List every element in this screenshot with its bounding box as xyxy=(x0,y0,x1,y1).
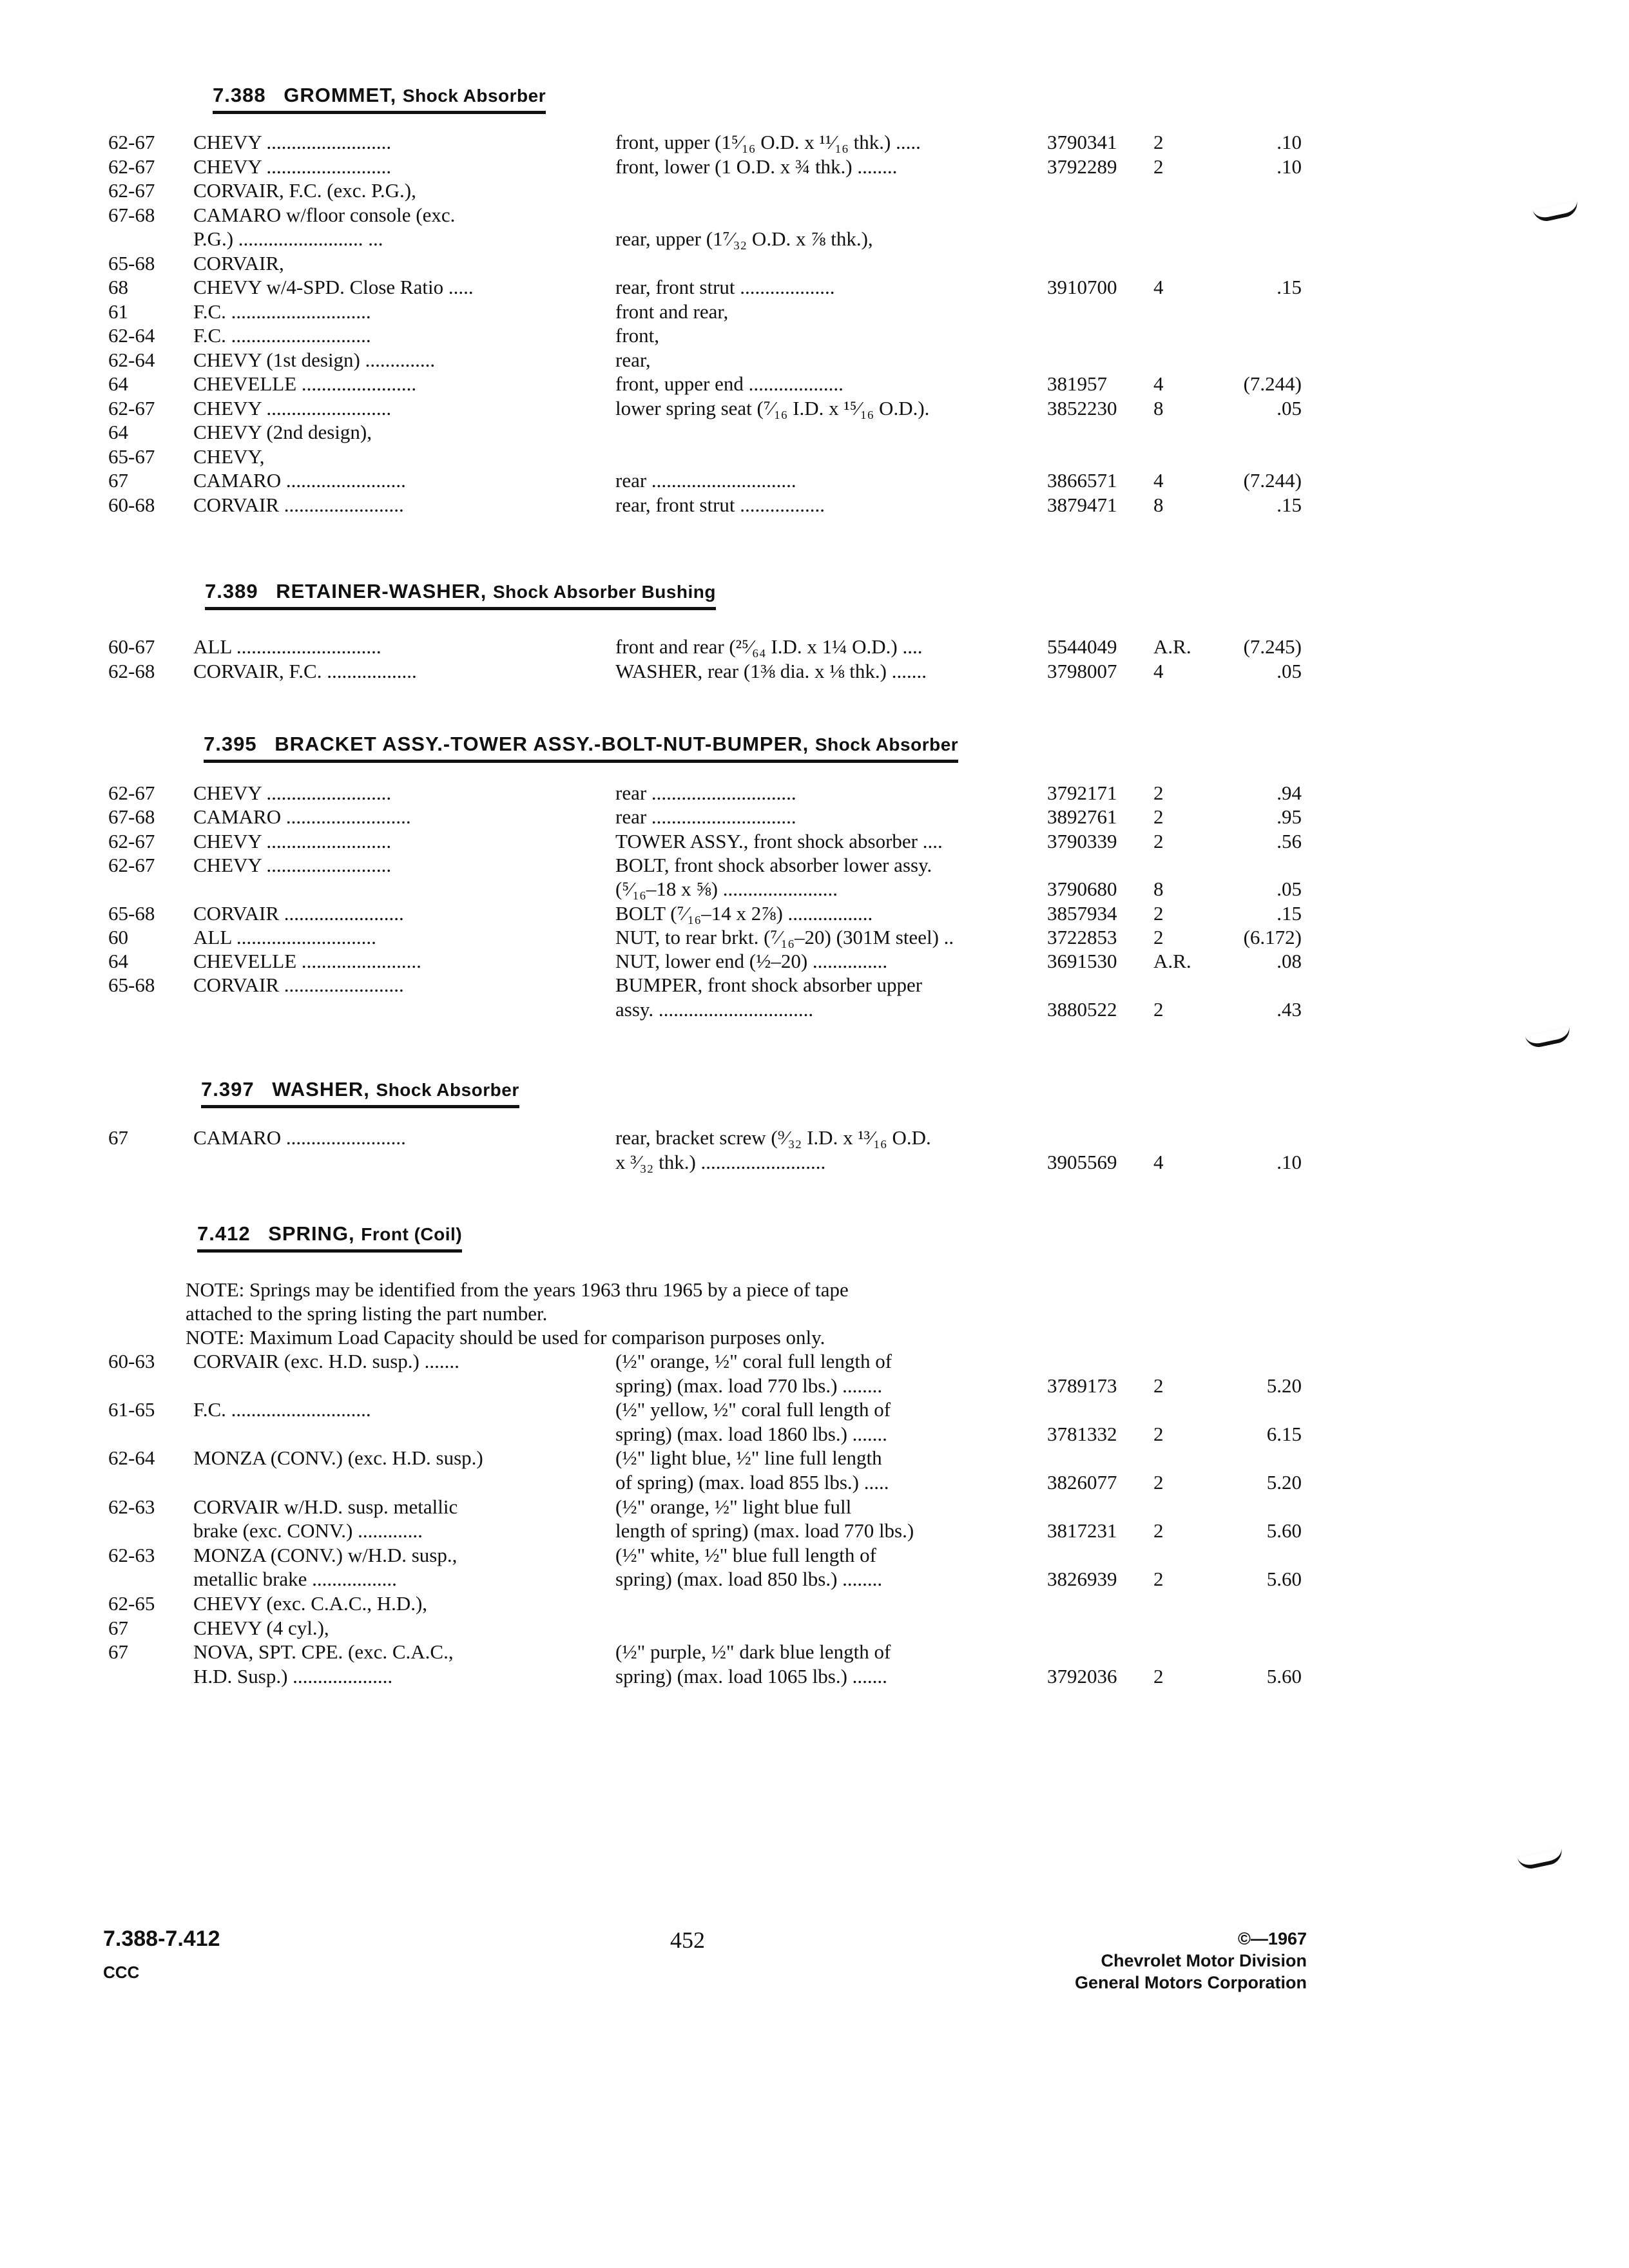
section-title: BRACKET ASSY.-TOWER ASSY.-BOLT-NUT-BUMPER, xyxy=(275,733,809,755)
quantity: 2 xyxy=(1153,1519,1164,1542)
quantity: A.R. xyxy=(1153,635,1191,658)
price: .15 xyxy=(1277,276,1302,298)
parts-row xyxy=(0,950,1629,975)
vehicle-model: ALL ............................ xyxy=(193,925,376,948)
parts-row xyxy=(0,1640,1629,1666)
section-heading xyxy=(204,733,958,763)
part-description: BOLT (⁷⁄₁₆–14 x 2⅞) ................. xyxy=(615,901,873,925)
part-description: (½" light blue, ½" line full length xyxy=(615,1446,882,1470)
model-year: 65-68 xyxy=(108,251,155,274)
model-year: 61 xyxy=(108,300,128,323)
quantity: 2 xyxy=(1153,1471,1164,1494)
parts-row xyxy=(0,494,1629,519)
price: .15 xyxy=(1277,901,1302,925)
parts-row xyxy=(0,1423,1629,1448)
part-description: NUT, to rear brkt. (⁷⁄₁₆–20) (301M steel) .. xyxy=(615,925,954,948)
model-year: 60-63 xyxy=(108,1350,155,1372)
part-description: front, xyxy=(615,324,660,347)
part-number: 3866571 xyxy=(1047,469,1117,492)
price: 5.20 xyxy=(1266,1374,1302,1397)
part-description: x ³⁄₃₂ thk.) ......................... xyxy=(615,1151,826,1173)
vehicle-model: F.C. ............................ xyxy=(193,1398,371,1421)
quantity: A.R. xyxy=(1153,950,1191,973)
part-description: rear, upper (1⁷⁄₃₂ O.D. x ⅞ thk.), xyxy=(615,227,873,250)
quantity: 8 xyxy=(1153,396,1164,419)
vehicle-model: H.D. Susp.) .................... xyxy=(193,1664,393,1687)
parts-row xyxy=(0,1471,1629,1497)
vehicle-model: CHEVY ......................... xyxy=(193,155,392,178)
price: .10 xyxy=(1277,155,1302,178)
vehicle-model: CORVAIR, F.C. (exc. P.G.), xyxy=(193,179,416,202)
model-year: 68 xyxy=(108,276,128,298)
parts-row xyxy=(0,1519,1629,1545)
parts-row xyxy=(0,276,1629,302)
parts-row xyxy=(0,372,1629,398)
section-title: SPRING, xyxy=(268,1222,355,1245)
model-year: 67-68 xyxy=(108,203,155,226)
vehicle-model: MONZA (CONV.) w/H.D. susp., xyxy=(193,1543,458,1566)
part-description: spring) (max. load 770 lbs.) ........ xyxy=(615,1374,883,1397)
corporation-name: General Motors Corporation xyxy=(1074,1973,1307,1992)
section-heading xyxy=(197,1222,462,1253)
parts-row xyxy=(0,155,1629,181)
vehicle-model: brake (exc. CONV.) ............. xyxy=(193,1519,423,1542)
part-description: front and rear (²⁵⁄₆₄ I.D. x 1¼ O.D.) .... xyxy=(615,635,923,658)
parts-row xyxy=(0,469,1629,495)
quantity: 4 xyxy=(1153,1151,1164,1173)
part-number: 3905569 xyxy=(1047,1151,1117,1173)
part-number: 3879471 xyxy=(1047,493,1117,516)
part-number: 3880522 xyxy=(1047,997,1117,1021)
part-description: lower spring seat (⁷⁄₁₆ I.D. x ¹⁵⁄₁₆ O.D.). xyxy=(615,396,930,419)
price: 5.20 xyxy=(1266,1471,1302,1494)
price: (7.244) xyxy=(1243,469,1302,492)
part-number: 3792171 xyxy=(1047,782,1117,804)
section-number: 7.388 xyxy=(213,84,266,106)
quantity: 2 xyxy=(1153,1664,1164,1687)
parts-row xyxy=(0,782,1629,807)
vehicle-model: CHEVY (4 cyl.), xyxy=(193,1616,329,1639)
part-description: rear, front strut ................... xyxy=(615,276,835,298)
model-year: 62-67 xyxy=(108,131,155,153)
parts-row xyxy=(0,635,1629,661)
model-year: 62-67 xyxy=(108,155,155,178)
section-subtitle: Shock Absorber xyxy=(376,1080,519,1100)
part-description: WASHER, rear (1⅜ dia. x ⅛ thk.) ....... xyxy=(615,660,927,682)
quantity: 2 xyxy=(1153,805,1164,829)
parts-row xyxy=(0,926,1629,952)
parts-row xyxy=(0,974,1629,999)
vehicle-model: CHEVY (1st design) .............. xyxy=(193,348,436,371)
quantity: 2 xyxy=(1153,1374,1164,1397)
parts-row xyxy=(0,300,1629,326)
price: .05 xyxy=(1277,396,1302,419)
vehicle-model: CHEVY (2nd design), xyxy=(193,421,372,443)
part-number: 3790339 xyxy=(1047,829,1117,852)
part-description: spring) (max. load 850 lbs.) ........ xyxy=(615,1568,883,1591)
model-year: 62-63 xyxy=(108,1495,155,1518)
vehicle-model: CHEVY w/4-SPD. Close Ratio ..... xyxy=(193,276,474,298)
model-year: 62-64 xyxy=(108,324,155,347)
part-number: 3789173 xyxy=(1047,1374,1117,1397)
part-description: rear, bracket screw (⁹⁄₃₂ I.D. x ¹³⁄₁₆ O.D. xyxy=(615,1126,931,1149)
section-heading xyxy=(205,580,716,610)
model-year: 62-63 xyxy=(108,1543,155,1566)
parts-row xyxy=(0,1398,1629,1424)
parts-row xyxy=(0,902,1629,928)
model-year: 62-67 xyxy=(108,782,155,804)
part-number: 3817231 xyxy=(1047,1519,1117,1542)
vehicle-model: NOVA, SPT. CPE. (exc. C.A.C., xyxy=(193,1640,454,1664)
price: (7.245) xyxy=(1243,635,1302,658)
vehicle-model: CHEVY ......................... xyxy=(193,396,392,419)
note-line: attached to the spring listing the part number. xyxy=(186,1302,548,1325)
part-number: 3826939 xyxy=(1047,1568,1117,1591)
model-year: 67 xyxy=(108,1640,128,1664)
section-number: 7.395 xyxy=(204,733,257,755)
price: (6.172) xyxy=(1243,925,1302,948)
section-range-code: 7.388-7.412 xyxy=(103,1927,220,1951)
model-year: 62-67 xyxy=(108,179,155,202)
section-subtitle: Shock Absorber xyxy=(402,86,546,106)
quantity: 2 xyxy=(1153,782,1164,804)
part-description: front, upper end ................... xyxy=(615,372,843,395)
model-year: 62-67 xyxy=(108,853,155,876)
quantity: 2 xyxy=(1153,997,1164,1021)
vehicle-model: CHEVELLE ....................... xyxy=(193,372,417,395)
part-number: 3781332 xyxy=(1047,1422,1117,1445)
section-number: 7.397 xyxy=(201,1078,255,1100)
parts-row xyxy=(0,349,1629,374)
vehicle-model: CORVAIR, xyxy=(193,251,284,274)
part-description: rear ............................. xyxy=(615,782,796,804)
model-year: 65-67 xyxy=(108,445,155,468)
model-year: 64 xyxy=(108,372,128,395)
part-description: spring) (max. load 1860 lbs.) ....... xyxy=(615,1422,887,1445)
part-description: (½" orange, ½" light blue full xyxy=(615,1495,852,1518)
part-number: 3892761 xyxy=(1047,805,1117,829)
section-subtitle: Shock Absorber xyxy=(815,735,959,754)
part-number: 3790680 xyxy=(1047,878,1117,901)
model-year: 64 xyxy=(108,421,128,443)
vehicle-model: CHEVY ......................... xyxy=(193,782,392,804)
note-line: NOTE: Maximum Load Capacity should be used for comparison purposes only. xyxy=(186,1326,825,1349)
parts-row xyxy=(0,830,1629,856)
parts-row xyxy=(0,1374,1629,1400)
catalog-code: CCC xyxy=(103,1963,140,1982)
parts-row xyxy=(0,324,1629,350)
parts-row xyxy=(0,204,1629,229)
quantity: 8 xyxy=(1153,493,1164,516)
section-heading xyxy=(201,1078,519,1108)
model-year: 62-64 xyxy=(108,1446,155,1470)
part-number: 3798007 xyxy=(1047,660,1117,682)
parts-row xyxy=(0,1495,1629,1521)
vehicle-model: CHEVY ......................... xyxy=(193,853,392,876)
vehicle-model: metallic brake ................. xyxy=(193,1568,397,1591)
note-line: NOTE: Springs may be identified from the years 1963 thru 1965 by a piece of tape xyxy=(186,1278,849,1301)
price: .05 xyxy=(1277,660,1302,682)
price: 5.60 xyxy=(1266,1519,1302,1542)
part-description: (½" white, ½" blue full length of xyxy=(615,1543,876,1566)
part-description: (⁵⁄₁₆–18 x ⅝) ....................... xyxy=(615,878,838,901)
quantity: 2 xyxy=(1153,925,1164,948)
part-description: (½" orange, ½" coral full length of xyxy=(615,1350,892,1372)
part-description: of spring) (max. load 855 lbs.) ..... xyxy=(615,1471,889,1494)
parts-row xyxy=(0,660,1629,686)
vehicle-model: CAMARO ........................ xyxy=(193,469,406,492)
parts-row xyxy=(0,1617,1629,1642)
part-description: spring) (max. load 1065 lbs.) ....... xyxy=(615,1664,887,1687)
vehicle-model: MONZA (CONV.) (exc. H.D. susp.) xyxy=(193,1446,483,1470)
parts-row xyxy=(0,1446,1629,1472)
model-year: 60 xyxy=(108,925,128,948)
vehicle-model: CORVAIR, F.C. .................. xyxy=(193,660,417,682)
quantity: 2 xyxy=(1153,131,1164,153)
part-number: 3792036 xyxy=(1047,1664,1117,1687)
price: .95 xyxy=(1277,805,1302,829)
vehicle-model: CAMARO w/floor console (exc. xyxy=(193,203,456,226)
parts-row xyxy=(0,1568,1629,1593)
vehicle-model: CHEVY ......................... xyxy=(193,131,392,153)
quantity: 2 xyxy=(1153,1568,1164,1591)
quantity: 8 xyxy=(1153,878,1164,901)
vehicle-model: CORVAIR ........................ xyxy=(193,901,404,925)
price: 5.60 xyxy=(1266,1664,1302,1687)
vehicle-model: CAMARO ........................ xyxy=(193,1126,406,1149)
model-year: 65-68 xyxy=(108,901,155,925)
part-number: 3722853 xyxy=(1047,925,1117,948)
quantity: 2 xyxy=(1153,829,1164,852)
section-subtitle: Shock Absorber Bushing xyxy=(492,582,716,602)
quantity: 2 xyxy=(1153,1422,1164,1445)
price: 6.15 xyxy=(1266,1422,1302,1445)
parts-row xyxy=(0,998,1629,1024)
price: .10 xyxy=(1277,131,1302,153)
vehicle-model: CAMARO ......................... xyxy=(193,805,411,829)
part-number: 3857934 xyxy=(1047,901,1117,925)
part-number: 3910700 xyxy=(1047,276,1117,298)
quantity: 4 xyxy=(1153,372,1164,395)
section-number: 7.412 xyxy=(197,1222,251,1245)
price: 5.60 xyxy=(1266,1568,1302,1591)
price: .10 xyxy=(1277,1151,1302,1173)
vehicle-model: CHEVY (exc. C.A.C., H.D.), xyxy=(193,1592,428,1615)
binder-mark xyxy=(1517,1848,1564,1871)
part-description: rear ............................. xyxy=(615,805,796,829)
part-description: rear, front strut ................. xyxy=(615,493,825,516)
page-number: 452 xyxy=(670,1927,705,1953)
quantity: 4 xyxy=(1153,660,1164,682)
vehicle-model: CORVAIR w/H.D. susp. metallic xyxy=(193,1495,458,1518)
parts-row xyxy=(0,1151,1629,1177)
model-year: 62-67 xyxy=(108,829,155,852)
part-number: 3852230 xyxy=(1047,396,1117,419)
section-subtitle: Front (Coil) xyxy=(361,1224,463,1244)
price: (7.244) xyxy=(1243,372,1302,395)
section-title: RETAINER-WASHER, xyxy=(276,580,487,602)
part-description: BOLT, front shock absorber lower assy. xyxy=(615,853,932,876)
part-number: 3826077 xyxy=(1047,1471,1117,1494)
parts-row xyxy=(0,1544,1629,1570)
part-number: 3790341 xyxy=(1047,131,1117,153)
model-year: 62-65 xyxy=(108,1592,155,1615)
model-year: 60-68 xyxy=(108,493,155,516)
quantity: 4 xyxy=(1153,276,1164,298)
vehicle-model: F.C. ............................ xyxy=(193,324,371,347)
parts-row xyxy=(0,1592,1629,1618)
section-title: GROMMET, xyxy=(284,84,397,106)
part-description: (½" purple, ½" dark blue length of xyxy=(615,1640,891,1664)
parts-row xyxy=(0,805,1629,831)
parts-row xyxy=(0,854,1629,879)
parts-row xyxy=(0,1126,1629,1152)
model-year: 64 xyxy=(108,950,128,973)
price: .15 xyxy=(1277,493,1302,516)
model-year: 60-67 xyxy=(108,635,155,658)
parts-row xyxy=(0,421,1629,447)
parts-row xyxy=(0,179,1629,205)
section-title: WASHER, xyxy=(272,1078,370,1100)
part-description: front, upper (1⁵⁄₁₆ O.D. x ¹¹⁄₁₆ thk.) ..... xyxy=(615,131,921,153)
part-description: front and rear, xyxy=(615,300,729,323)
vehicle-model: F.C. ............................ xyxy=(193,300,371,323)
part-description: BUMPER, front shock absorber upper xyxy=(615,974,923,997)
model-year: 65-68 xyxy=(108,974,155,997)
section-number: 7.389 xyxy=(205,580,258,602)
price: .94 xyxy=(1277,782,1302,804)
parts-row xyxy=(0,445,1629,471)
binder-mark xyxy=(1525,1026,1572,1050)
vehicle-model: P.G.) ......................... ... xyxy=(193,227,383,250)
section-heading xyxy=(213,84,546,114)
part-number: 381957 xyxy=(1047,372,1107,395)
part-number: 3691530 xyxy=(1047,950,1117,973)
publisher-block xyxy=(1075,1928,1307,1994)
quantity: 2 xyxy=(1153,155,1164,178)
division-name: Chevrolet Motor Division xyxy=(1101,1951,1307,1970)
vehicle-model: CHEVY, xyxy=(193,445,265,468)
parts-row xyxy=(0,131,1629,157)
parts-row xyxy=(0,252,1629,278)
model-year: 62-64 xyxy=(108,348,155,371)
part-description: rear, xyxy=(615,348,651,371)
quantity: 4 xyxy=(1153,469,1164,492)
parts-row xyxy=(0,1665,1629,1691)
part-description: front, lower (1 O.D. x ¾ thk.) ........ xyxy=(615,155,898,178)
parts-row xyxy=(0,227,1629,253)
parts-row xyxy=(0,397,1629,423)
part-description: length of spring) (max. load 770 lbs.) xyxy=(615,1519,914,1542)
vehicle-model: CORVAIR ........................ xyxy=(193,493,404,516)
quantity: 2 xyxy=(1153,901,1164,925)
part-description: rear ............................. xyxy=(615,469,796,492)
copyright: ©—1967 xyxy=(1238,1929,1307,1948)
model-year: 67-68 xyxy=(108,805,155,829)
price: .56 xyxy=(1277,829,1302,852)
vehicle-model: CORVAIR (exc. H.D. susp.) ....... xyxy=(193,1350,459,1372)
price: .05 xyxy=(1277,878,1302,901)
model-year: 62-68 xyxy=(108,660,155,682)
vehicle-model: CORVAIR ........................ xyxy=(193,974,404,997)
vehicle-model: ALL ............................. xyxy=(193,635,381,658)
part-description: TOWER ASSY., front shock absorber .... xyxy=(615,829,943,852)
model-year: 67 xyxy=(108,1616,128,1639)
model-year: 61-65 xyxy=(108,1398,155,1421)
price: .08 xyxy=(1277,950,1302,973)
model-year: 67 xyxy=(108,1126,128,1149)
price: .43 xyxy=(1277,997,1302,1021)
model-year: 67 xyxy=(108,469,128,492)
part-description: (½" yellow, ½" coral full length of xyxy=(615,1398,891,1421)
part-number: 5544049 xyxy=(1047,635,1117,658)
part-description: assy. ............................... xyxy=(615,997,814,1021)
parts-row xyxy=(0,878,1629,903)
vehicle-model: CHEVELLE ........................ xyxy=(193,950,421,973)
parts-row xyxy=(0,1350,1629,1376)
part-description: NUT, lower end (½–20) ............... xyxy=(615,950,888,973)
model-year: 62-67 xyxy=(108,396,155,419)
part-number: 3792289 xyxy=(1047,155,1117,178)
vehicle-model: CHEVY ......................... xyxy=(193,829,392,852)
